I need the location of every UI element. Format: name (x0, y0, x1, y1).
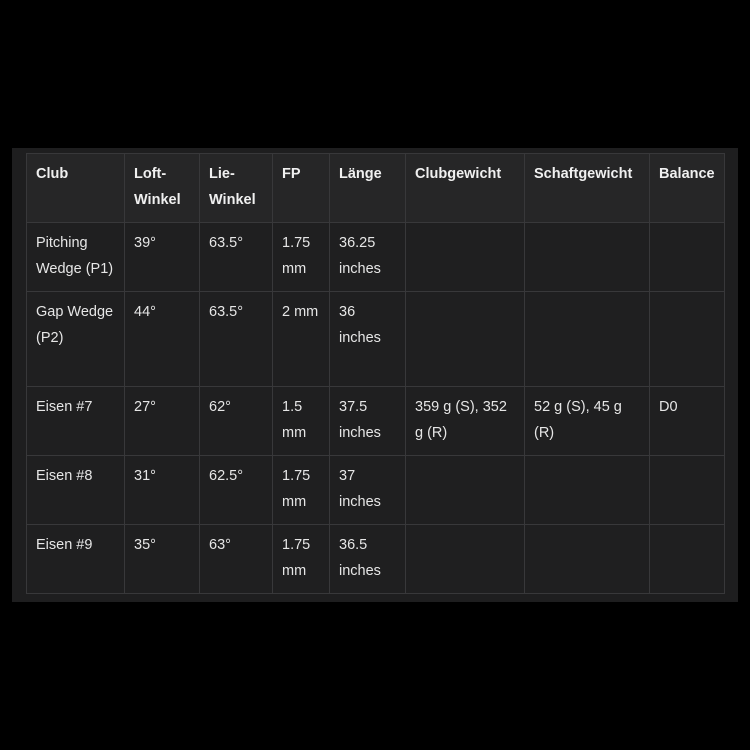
column-header-balance: Balance (650, 154, 725, 223)
cell-loft: 44° (125, 292, 200, 387)
cell-length: 37.5 inches (330, 387, 406, 456)
cell-balance (650, 223, 725, 292)
cell-fp: 1.75 mm (273, 223, 330, 292)
table-row (27, 525, 725, 594)
cell-club-weight (406, 456, 525, 525)
cell-club: Eisen #7 (27, 387, 125, 456)
cell-balance (650, 292, 725, 387)
cell-loft: 39° (125, 223, 200, 292)
cell-lie: 63° (200, 525, 273, 594)
cell-club: Eisen #9 (27, 525, 125, 594)
cell-club: Gap Wedge (P2) (27, 292, 125, 387)
cell-shaft-weight (525, 456, 650, 525)
column-header-length: Länge (330, 154, 406, 223)
table-header-row (27, 154, 725, 223)
cell-club-weight (406, 223, 525, 292)
column-header-club: Club (27, 154, 125, 223)
cell-club: Pitching Wedge (P1) (27, 223, 125, 292)
cell-fp: 1.75 mm (273, 456, 330, 525)
cell-balance (650, 525, 725, 594)
cell-length: 37 inches (330, 456, 406, 525)
cell-loft: 35° (125, 525, 200, 594)
cell-loft: 31° (125, 456, 200, 525)
column-header-shaft-weight: Schaftgewicht (525, 154, 650, 223)
table-row (27, 223, 725, 292)
cell-shaft-weight (525, 223, 650, 292)
table-row (27, 456, 725, 525)
cell-length: 36.25 inches (330, 223, 406, 292)
cell-lie: 63.5° (200, 223, 273, 292)
cell-club-weight (406, 525, 525, 594)
cell-shaft-weight (525, 292, 650, 387)
column-header-club-weight: Clubgewicht (406, 154, 525, 223)
cell-lie: 63.5° (200, 292, 273, 387)
table-row (27, 387, 725, 456)
cell-loft: 27° (125, 387, 200, 456)
column-header-lie: Lie-Winkel (200, 154, 273, 223)
cell-fp: 1.5 mm (273, 387, 330, 456)
cell-length: 36.5 inches (330, 525, 406, 594)
cell-balance (650, 456, 725, 525)
cell-club-weight (406, 292, 525, 387)
specs-table-panel (12, 148, 738, 602)
club-specs-table (26, 153, 725, 594)
cell-shaft-weight (525, 525, 650, 594)
cell-fp: 2 mm (273, 292, 330, 387)
cell-length: 36 inches (330, 292, 406, 387)
table-row (27, 292, 725, 387)
cell-fp: 1.75 mm (273, 525, 330, 594)
cell-balance: D0 (650, 387, 725, 456)
cell-lie: 62° (200, 387, 273, 456)
cell-club: Eisen #8 (27, 456, 125, 525)
cell-shaft-weight: 52 g (S), 45 g (R) (525, 387, 650, 456)
column-header-fp: FP (273, 154, 330, 223)
cell-club-weight: 359 g (S), 352 g (R) (406, 387, 525, 456)
column-header-loft: Loft-Winkel (125, 154, 200, 223)
cell-lie: 62.5° (200, 456, 273, 525)
